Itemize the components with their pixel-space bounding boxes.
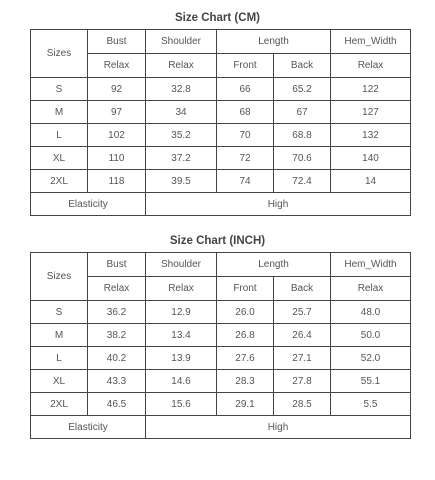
- cell-length-front: 74: [217, 170, 274, 193]
- cell-length-back: 25.7: [274, 301, 331, 324]
- cell-shoulder: 15.6: [146, 393, 217, 416]
- header-bust: Bust: [88, 253, 146, 277]
- cell-bust: 40.2: [88, 347, 146, 370]
- cell-size: XL: [31, 370, 88, 393]
- cell-hem-width: 132: [331, 124, 411, 147]
- header-hem-width: Hem_Width: [331, 30, 411, 54]
- cell-hem-width: 52.0: [331, 347, 411, 370]
- table-row: [31, 347, 411, 370]
- subheader-length-back: Back: [274, 54, 331, 78]
- header-length: Length: [217, 253, 331, 277]
- cell-bust: 43.3: [88, 370, 146, 393]
- header-sizes: Sizes: [31, 253, 88, 301]
- cell-length-back: 27.1: [274, 347, 331, 370]
- cell-length-back: 27.8: [274, 370, 331, 393]
- cell-hem-width: 122: [331, 78, 411, 101]
- cell-hem-width: 50.0: [331, 324, 411, 347]
- cell-hem-width: 55.1: [331, 370, 411, 393]
- header-row: [31, 30, 411, 54]
- table-row: [31, 370, 411, 393]
- subheader-shoulder: Relax: [146, 54, 217, 78]
- subheader-shoulder: Relax: [146, 277, 217, 301]
- table-row: [31, 393, 411, 416]
- cell-shoulder: 39.5: [146, 170, 217, 193]
- cell-size: S: [31, 301, 88, 324]
- cell-shoulder: 34: [146, 101, 217, 124]
- cell-shoulder: 12.9: [146, 301, 217, 324]
- cell-length-back: 67: [274, 101, 331, 124]
- header-shoulder: Shoulder: [146, 253, 217, 277]
- cell-hem-width: 14: [331, 170, 411, 193]
- header-hem-width: Hem_Width: [331, 253, 411, 277]
- header-row: [31, 253, 411, 277]
- cell-size: 2XL: [31, 170, 88, 193]
- cell-size: L: [31, 347, 88, 370]
- cell-bust: 38.2: [88, 324, 146, 347]
- subheader-row: [31, 277, 411, 301]
- cell-hem-width: 127: [331, 101, 411, 124]
- table-row: [31, 101, 411, 124]
- header-shoulder: Shoulder: [146, 30, 217, 54]
- header-sizes: Sizes: [31, 30, 88, 78]
- table-row: [31, 78, 411, 101]
- elasticity-label: Elasticity: [31, 193, 146, 216]
- cell-bust: 97: [88, 101, 146, 124]
- table-row: [31, 324, 411, 347]
- table-row: [31, 170, 411, 193]
- cell-size: L: [31, 124, 88, 147]
- cell-bust: 92: [88, 78, 146, 101]
- cell-shoulder: 35.2: [146, 124, 217, 147]
- subheader-length-front: Front: [217, 277, 274, 301]
- cell-length-back: 70.6: [274, 147, 331, 170]
- cell-length-front: 70: [217, 124, 274, 147]
- table-row: [31, 147, 411, 170]
- table-row: [31, 301, 411, 324]
- cell-length-back: 28.5: [274, 393, 331, 416]
- size-chart-cm-title: Size Chart (CM): [175, 12, 260, 24]
- elasticity-value: High: [146, 193, 411, 216]
- cell-length-back: 26.4: [274, 324, 331, 347]
- cell-size: S: [31, 78, 88, 101]
- header-length: Length: [217, 30, 331, 54]
- cell-bust: 118: [88, 170, 146, 193]
- cell-hem-width: 140: [331, 147, 411, 170]
- cell-size: M: [31, 101, 88, 124]
- cell-shoulder: 37.2: [146, 147, 217, 170]
- cell-bust: 110: [88, 147, 146, 170]
- cell-length-back: 65.2: [274, 78, 331, 101]
- cell-length-front: 26.8: [217, 324, 274, 347]
- cell-size: XL: [31, 147, 88, 170]
- cell-bust: 36.2: [88, 301, 146, 324]
- cell-length-front: 29.1: [217, 393, 274, 416]
- cell-length-front: 72: [217, 147, 274, 170]
- cell-shoulder: 14.6: [146, 370, 217, 393]
- elasticity-row: [31, 193, 411, 216]
- cell-shoulder: 13.9: [146, 347, 217, 370]
- cell-length-back: 68.8: [274, 124, 331, 147]
- subheader-hem-width: Relax: [331, 54, 411, 78]
- subheader-hem-width: Relax: [331, 277, 411, 301]
- subheader-length-back: Back: [274, 277, 331, 301]
- cell-length-front: 68: [217, 101, 274, 124]
- subheader-bust: Relax: [88, 277, 146, 301]
- subheader-row: [31, 54, 411, 78]
- elasticity-row: [31, 416, 411, 439]
- cell-size: M: [31, 324, 88, 347]
- cell-size: 2XL: [31, 393, 88, 416]
- cell-hem-width: 5.5: [331, 393, 411, 416]
- cell-shoulder: 13.4: [146, 324, 217, 347]
- table-row: [31, 124, 411, 147]
- size-chart-cm-table: [30, 29, 411, 216]
- cell-length-front: 26.0: [217, 301, 274, 324]
- cell-bust: 46.5: [88, 393, 146, 416]
- cell-shoulder: 32.8: [146, 78, 217, 101]
- elasticity-value: High: [146, 416, 411, 439]
- elasticity-label: Elasticity: [31, 416, 146, 439]
- cell-length-back: 72.4: [274, 170, 331, 193]
- subheader-length-front: Front: [217, 54, 274, 78]
- size-chart-inch-title: Size Chart (INCH): [169, 235, 266, 247]
- cell-bust: 102: [88, 124, 146, 147]
- cell-hem-width: 48.0: [331, 301, 411, 324]
- subheader-bust: Relax: [88, 54, 146, 78]
- cell-length-front: 28.3: [217, 370, 274, 393]
- cell-length-front: 66: [217, 78, 274, 101]
- cell-length-front: 27.6: [217, 347, 274, 370]
- header-bust: Bust: [88, 30, 146, 54]
- size-chart-inch-table: [30, 252, 411, 439]
